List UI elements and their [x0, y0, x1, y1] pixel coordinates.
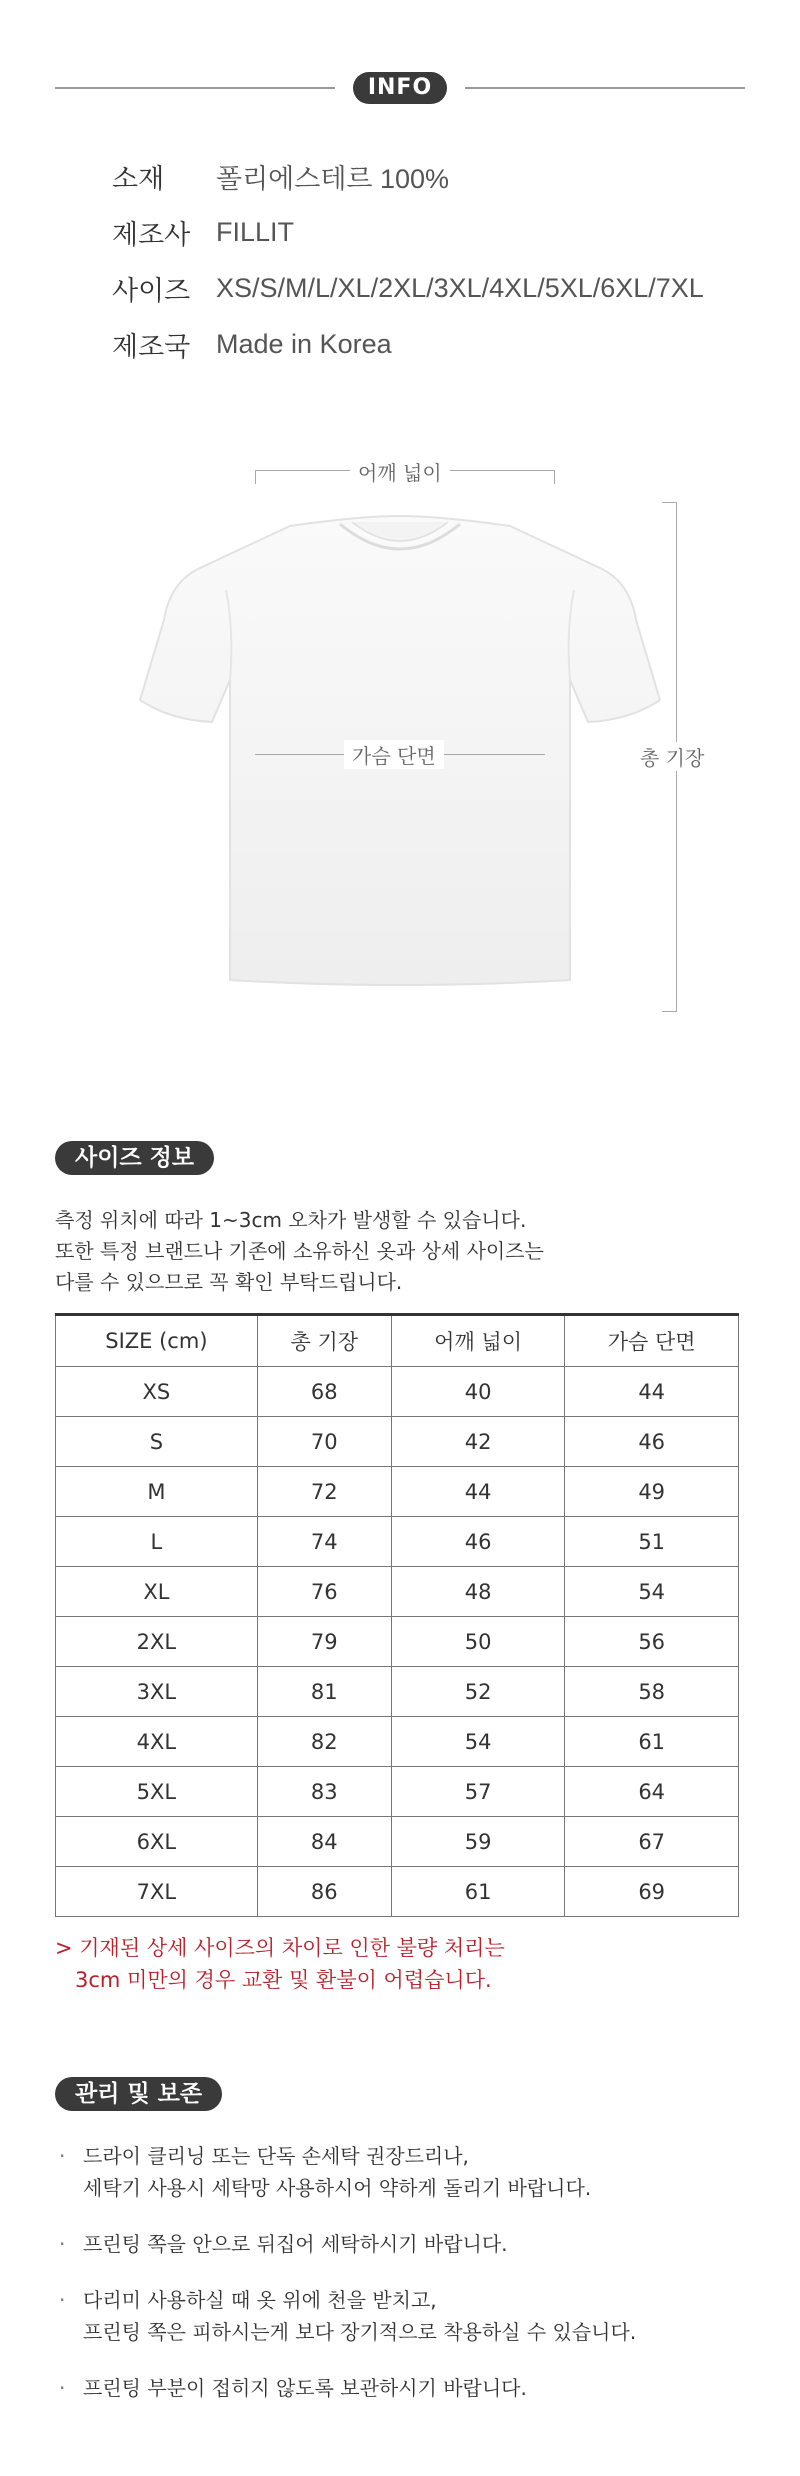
table-cell: 46	[391, 1517, 565, 1567]
table-cell: 83	[257, 1767, 391, 1817]
table-cell: 46	[565, 1417, 739, 1467]
info-row-material	[112, 148, 704, 204]
table-cell: 7XL	[56, 1867, 258, 1917]
notice-line: 측정 위치에 따라 1~3cm 오차가 발생할 수 있습니다.	[55, 1208, 527, 1232]
info-label: 제조국	[112, 331, 191, 363]
table-row	[56, 1717, 739, 1767]
table-cell: 56	[565, 1617, 739, 1667]
table-cell: 82	[257, 1717, 391, 1767]
table-header-row	[56, 1315, 739, 1367]
size-notice	[55, 1205, 544, 1298]
table-cell: 50	[391, 1617, 565, 1667]
info-badge: INFO	[353, 72, 447, 104]
table-cell: 58	[565, 1667, 739, 1717]
info-row-sizes	[112, 260, 704, 316]
care-line: 드라이 클리닝 또는 단독 손세탁 권장드리나,	[83, 2144, 469, 2168]
table-cell: 72	[257, 1467, 391, 1517]
info-row-origin	[112, 316, 704, 372]
table-cell: M	[56, 1467, 258, 1517]
length-label: 총 기장	[632, 742, 712, 771]
table-cell: 61	[565, 1717, 739, 1767]
table-cell: 51	[565, 1517, 739, 1567]
care-list	[55, 2140, 755, 2404]
table-row	[56, 1417, 739, 1467]
info-row-manufacturer	[112, 204, 704, 260]
warning-line: > 기재된 상세 사이즈의 차이로 인한 불량 처리는	[55, 1936, 505, 1960]
table-cell: 6XL	[56, 1817, 258, 1867]
table-cell: 54	[391, 1717, 565, 1767]
list-item	[55, 2228, 755, 2260]
column-header: SIZE (cm)	[56, 1315, 258, 1367]
table-cell: 42	[391, 1417, 565, 1467]
table-cell: L	[56, 1517, 258, 1567]
shoulder-label: 어깨 넓이	[350, 457, 450, 486]
notice-line: 다를 수 있으므로 꼭 확인 부탁드립니다.	[55, 1270, 403, 1294]
table-cell: 54	[565, 1567, 739, 1617]
table-cell: 44	[391, 1467, 565, 1517]
length-tick-top	[662, 502, 677, 503]
info-label: 소재	[112, 163, 165, 195]
bullet-icon: ·	[59, 2288, 66, 2312]
info-label: 사이즈	[112, 275, 191, 307]
table-row	[56, 1667, 739, 1717]
notice-line: 또한 특정 브랜드나 기존에 소유하신 옷과 상세 사이즈는	[55, 1239, 544, 1263]
table-cell: XS	[56, 1367, 258, 1417]
shoulder-tick-right	[554, 470, 555, 484]
table-cell: 79	[257, 1617, 391, 1667]
size-table	[55, 1313, 739, 1917]
list-item	[55, 2372, 755, 2404]
table-row	[56, 1367, 739, 1417]
table-row	[56, 1617, 739, 1667]
care-line: 프린팅 쪽을 안으로 뒤집어 세탁하시기 바랍니다.	[83, 2232, 508, 2256]
info-label: 제조사	[112, 219, 191, 251]
list-item	[55, 2284, 755, 2348]
table-cell: 49	[565, 1467, 739, 1517]
table-cell: 48	[391, 1567, 565, 1617]
table-cell: 59	[391, 1817, 565, 1867]
table-cell: 4XL	[56, 1717, 258, 1767]
table-cell: 3XL	[56, 1667, 258, 1717]
care-line: 프린팅 부분이 접히지 않도록 보관하시기 바랍니다.	[83, 2376, 527, 2400]
chest-label: 가슴 단면	[344, 740, 444, 769]
size-info-badge: 사이즈 정보	[55, 1141, 214, 1175]
care-line: 세탁기 사용시 세탁망 사용하시어 약하게 돌리기 바랍니다.	[83, 2176, 592, 2200]
table-cell: 2XL	[56, 1617, 258, 1667]
info-value: 폴리에스테르 100%	[216, 163, 450, 194]
care-badge: 관리 및 보존	[55, 2077, 222, 2111]
table-cell: 86	[257, 1867, 391, 1917]
table-cell: 76	[257, 1567, 391, 1617]
size-diagram	[0, 440, 800, 1030]
table-row	[56, 1517, 739, 1567]
table-cell: 69	[565, 1867, 739, 1917]
size-warning	[55, 1932, 505, 1996]
shoulder-tick-left	[255, 470, 256, 484]
table-cell: XL	[56, 1567, 258, 1617]
table-cell: S	[56, 1417, 258, 1467]
list-item	[55, 2140, 755, 2204]
care-line: 프린팅 쪽은 피하시는게 보다 장기적으로 착용하실 수 있습니다.	[83, 2320, 637, 2344]
column-header: 어깨 넓이	[391, 1315, 565, 1367]
table-cell: 61	[391, 1867, 565, 1917]
table-row	[56, 1467, 739, 1517]
column-header: 가슴 단면	[565, 1315, 739, 1367]
table-cell: 57	[391, 1767, 565, 1817]
bullet-icon: ·	[59, 2232, 66, 2256]
divider	[55, 87, 335, 89]
table-cell: 5XL	[56, 1767, 258, 1817]
table-cell: 68	[257, 1367, 391, 1417]
table-cell: 74	[257, 1517, 391, 1567]
column-header: 총 기장	[257, 1315, 391, 1367]
length-tick-bottom	[662, 1011, 677, 1012]
table-cell: 81	[257, 1667, 391, 1717]
table-cell: 84	[257, 1817, 391, 1867]
warning-line: 3cm 미만의 경우 교환 및 환불이 어렵습니다.	[75, 1968, 492, 1992]
table-cell: 52	[391, 1667, 565, 1717]
info-value: XS/S/M/L/XL/2XL/3XL/4XL/5XL/6XL/7XL	[216, 272, 704, 303]
table-row	[56, 1867, 739, 1917]
table-cell: 70	[257, 1417, 391, 1467]
care-line: 다리미 사용하실 때 옷 위에 천을 받치고,	[83, 2288, 437, 2312]
table-row	[56, 1567, 739, 1617]
bullet-icon: ·	[59, 2144, 66, 2168]
table-cell: 44	[565, 1367, 739, 1417]
divider	[465, 87, 745, 89]
table-cell: 40	[391, 1367, 565, 1417]
table-cell: 64	[565, 1767, 739, 1817]
table-row	[56, 1767, 739, 1817]
info-list	[112, 148, 704, 372]
bullet-icon: ·	[59, 2376, 66, 2400]
table-cell: 67	[565, 1817, 739, 1867]
info-header	[55, 72, 745, 104]
table-row	[56, 1817, 739, 1867]
info-value: FILLIT	[216, 216, 295, 247]
info-value: Made in Korea	[216, 328, 392, 359]
